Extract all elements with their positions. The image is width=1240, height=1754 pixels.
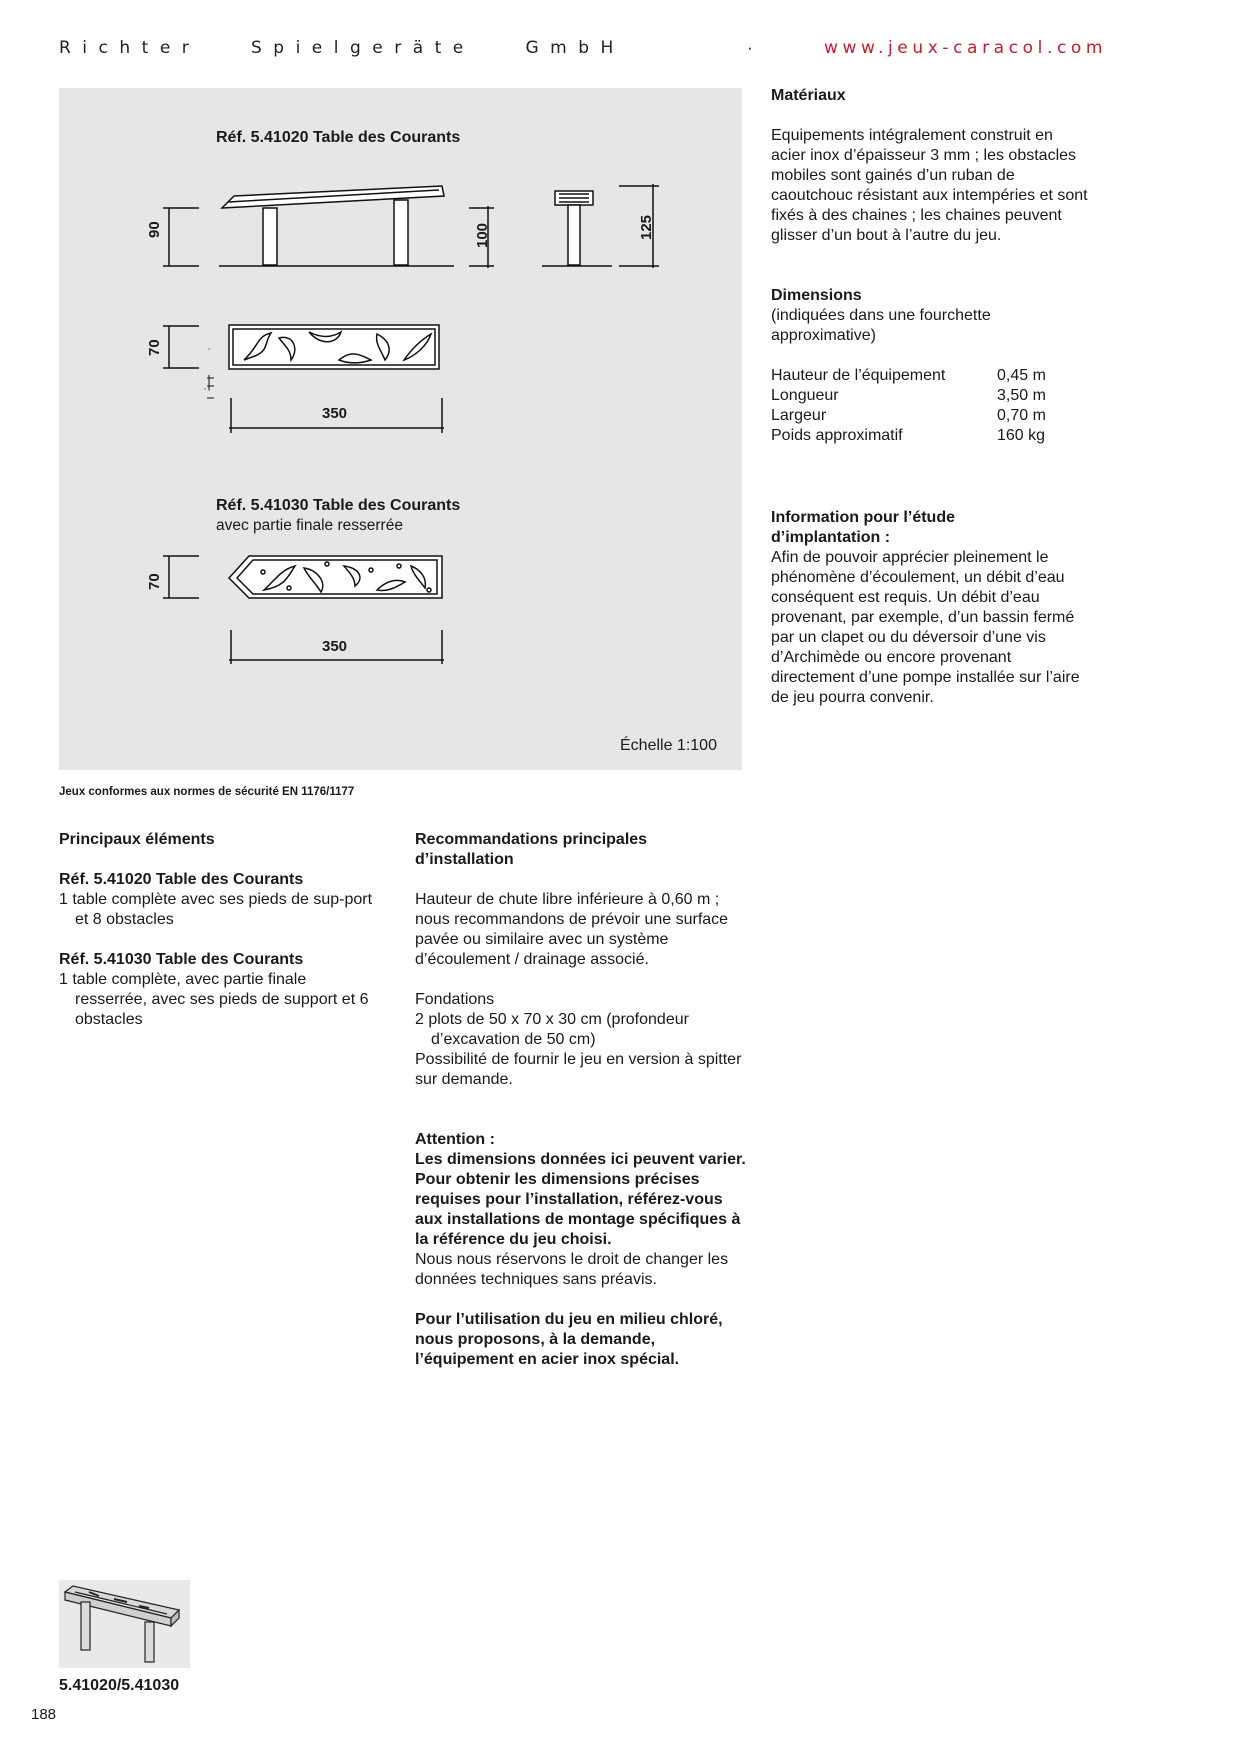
element-desc-2: 1 table complète, avec partie finale resserrée, avec ses pieds de support et 6 obstacles bbox=[59, 971, 369, 1028]
dimension-row bbox=[771, 426, 1091, 446]
figure2-title: Réf. 5.41030 Table des Courants bbox=[216, 497, 461, 514]
side-elevation-drawing bbox=[163, 186, 494, 268]
dim-label-350-plan1: 350 bbox=[322, 405, 348, 422]
chlore-text: Pour l’utilisation du jeu en milieu chloré, nous proposons, à la demande, l’équipement en acier inox spécial. bbox=[415, 1311, 723, 1368]
dimension-label: Poids approximatif bbox=[771, 427, 903, 444]
spitter-text: Possibilité de fournir le jeu en version à spitter sur demande. bbox=[415, 1051, 742, 1088]
installation-heading: Recommandations principales d’installation bbox=[415, 831, 648, 868]
elements-heading: Principaux éléments bbox=[59, 831, 215, 848]
dimension-label: Largeur bbox=[771, 407, 827, 424]
product-thumbnail-image bbox=[59, 1580, 190, 1668]
element-ref-2: Réf. 5.41030 Table des Courants bbox=[59, 951, 304, 968]
implantation-heading: Information pour l’étude d’implantation : bbox=[771, 509, 955, 546]
fondations-label: Fondations bbox=[415, 991, 495, 1008]
dimension-label: Longueur bbox=[771, 387, 839, 404]
plan-view-1-drawing bbox=[163, 325, 439, 398]
dim-label-70-plan1: 70 bbox=[146, 339, 163, 356]
attention-text: Les dimensions données ici peuvent varier. Pour obtenir les dimensions précises requises pour l’installation, référez-vous aux installations de montage spécifiques à la référence du jeu choisi. bbox=[415, 1151, 746, 1248]
materials-heading: Matériaux bbox=[771, 87, 846, 104]
dim-label-350-plan2: 350 bbox=[322, 638, 348, 655]
right-column bbox=[771, 86, 1091, 708]
dim-label-125: 125 bbox=[638, 214, 655, 240]
dimension-label: Hauteur de l’équipement bbox=[771, 367, 946, 384]
dimension-value: 3,50 m bbox=[997, 387, 1046, 404]
dimension-row bbox=[771, 406, 1091, 426]
header-separator: · bbox=[747, 38, 753, 57]
fondations-text: 2 plots de 50 x 70 x 30 cm (profondeur d’excavation de 50 cm) bbox=[415, 1011, 689, 1048]
dim-label-70-plan2: 70 bbox=[146, 573, 163, 590]
technical-drawings-svg bbox=[59, 88, 742, 770]
dimensions-heading: Dimensions bbox=[771, 287, 862, 304]
installation-chute: Hauteur de chute libre inférieure à 0,60 m ; nous recommandons de prévoir une surface pavée ou similaire avec un système d’écoulement / drainage associé. bbox=[415, 891, 729, 968]
element-desc-1: 1 table complète avec ses pieds de sup-port et 8 obstacles bbox=[59, 891, 373, 928]
dimension-row bbox=[771, 366, 1091, 386]
product-refs: 5.41020/5.41030 bbox=[59, 1677, 180, 1694]
dimensions-note: (indiquées dans une fourchette approximative) bbox=[771, 307, 991, 344]
drawing-scale: Échelle 1:100 bbox=[620, 737, 717, 754]
installation-column bbox=[415, 830, 747, 1370]
dimension-row bbox=[771, 386, 1091, 406]
page-number: 188 bbox=[31, 1706, 57, 1723]
implantation-text: Afin de pouvoir apprécier pleinement le phénomène d’écoulement, un débit d’eau conséquent est requis. Un débit d’eau provenant, par exemple, d’un bassin fermé par un clapet ou du déversoir d’une vis d’Archimède ou encore provenant directement d’une pompe installée sur l’aire de jeu pourra convenir. bbox=[771, 549, 1080, 706]
dimension-value: 0,70 m bbox=[997, 407, 1046, 424]
plan-view-2-drawing bbox=[163, 556, 442, 598]
product-thumbnail bbox=[59, 1580, 190, 1668]
elements-column bbox=[59, 830, 375, 1030]
attention-label: Attention : bbox=[415, 1131, 495, 1148]
figure2-subtitle: avec partie finale resserrée bbox=[216, 517, 403, 534]
company-name: Richter Spielgeräte GmbH bbox=[59, 38, 625, 58]
element-ref-1: Réf. 5.41020 Table des Courants bbox=[59, 871, 304, 888]
dim-label-100: 100 bbox=[474, 222, 491, 248]
figure1-title: Réf. 5.41020 Table des Courants bbox=[216, 129, 461, 146]
dimensions-table bbox=[771, 366, 1091, 446]
safety-norms-note: Jeux conformes aux normes de sécurité EN 1176/1177 bbox=[59, 786, 355, 798]
reserve-text: Nous nous réservons le droit de changer les données techniques sans préavis. bbox=[415, 1251, 729, 1288]
website-url[interactable]: www.jeux-caracol.com bbox=[824, 38, 1108, 58]
dim-label-90: 90 bbox=[146, 221, 163, 238]
materials-text: Equipements intégralement construit en acier inox d’épaisseur 3 mm ; les obstacles mobiles sont gainés d’un ruban de caoutchouc résistant aux intempéries et sont fixés à des chaines ; les chaines peuvent glisser d’un bout à l’autre du jeu. bbox=[771, 127, 1088, 244]
dimension-value: 0,45 m bbox=[997, 367, 1046, 384]
dimension-value: 160 kg bbox=[997, 427, 1046, 444]
